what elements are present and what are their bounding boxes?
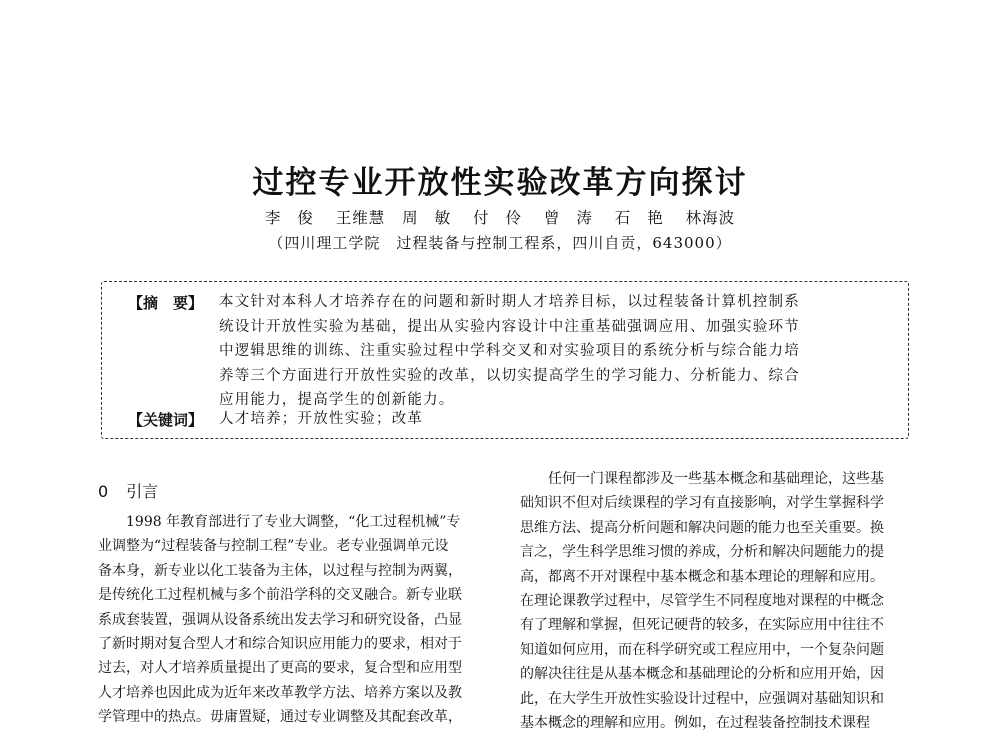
body-line: 有了理解和掌握，但死记硬背的较多，在实际应用中往往不 (520, 617, 884, 634)
keywords-label: 【关键词】 (128, 411, 204, 429)
abstract-text (219, 290, 889, 413)
body-line: 人才培养也因此成为近年来改革教学方法、培养方案以及教 (98, 684, 462, 701)
author-name: 李 俊 (264, 209, 319, 227)
body-line: 系成套装置，强调从设备系统出发去学习和研究设备，凸显 (98, 611, 462, 628)
keywords-text (219, 407, 889, 432)
body-line: 高，都离不开对课程中基本概念和基本理论的理解和应用。 (520, 568, 884, 585)
author-name: 周 敏 (402, 209, 457, 227)
abstract-label: 【摘 要】 (128, 294, 204, 312)
paper-title: 过控专业开放性实验改革方向探讨 (252, 165, 748, 201)
body-line: 1998 年教育部进行了专业大调整，“化工过程机械”专 (98, 514, 461, 530)
abstract-line: 本文针对本科人才培养存在的问题和新时期人才培养目标，以过程装备计算机控制系 (219, 294, 800, 310)
affiliation: （四川理工学院 过程装备与控制工程系，四川自贡，643000） (268, 234, 732, 252)
body-line: 学管理中的热点。毋庸置疑，通过专业调整及其配套改革， (98, 709, 462, 726)
author-name: 王维慧 (335, 209, 386, 227)
abstract-line: 中逻辑思维的训练、注重实验过程中学科交叉和对实验项目的系统分析与综合能力培 (219, 343, 800, 359)
abstract-line: 统设计开放性实验为基础，提出从实验内容设计中注重基础强调应用、加强实验环节 (219, 318, 800, 335)
left-column (98, 510, 491, 730)
body-line: 是传统化工过程机械与多个前沿学科的交叉融合。新专业联 (98, 587, 462, 604)
body-line: 任何一门课程都涉及一些基本概念和基础理论，这些基 (520, 471, 884, 487)
body-line: 业调整为“过程装备与控制工程”专业。老专业强调单元设 (98, 538, 449, 555)
body-line: 知道如何应用，而在科学研究或工程应用中，一个复杂问题 (520, 641, 884, 658)
body-line: 备本身，新专业以化工装备为主体，以过程与控制为两翼， (98, 562, 462, 579)
body-line: 此，在大学生开放性实验设计过程中，应强调对基础知识和 (520, 690, 884, 707)
body-line: 基本概念的理解和应用。例如，在过程装备控制技术课程 (520, 715, 870, 732)
body-line: 言之，学生科学思维习惯的养成，分析和解决问题能力的提 (520, 544, 884, 561)
keywords-value: 人才培养；开放性实验；改革 (219, 411, 424, 427)
section-number: 0 (98, 482, 109, 501)
author-name: 付 伶 (473, 209, 527, 227)
section-heading (98, 479, 158, 502)
section-title: 引言 (126, 482, 159, 501)
author-list (0, 206, 1000, 228)
body-line: 的解决往往是从基本概念和基础理论的分析和应用开始，因 (520, 666, 884, 683)
body-line: 过去，对人才培养质量提出了更高的要求，复合型和应用型 (98, 660, 462, 677)
right-column (520, 467, 913, 735)
author-name: 林海波 (685, 209, 736, 227)
author-name: 曾 涛 (543, 209, 598, 227)
abstract-line: 应用能力，提高学生的创新能力。 (219, 392, 455, 408)
body-line: 在理论课教学过程中，尽管学生不同程度地对课程的中概念 (520, 593, 884, 610)
abstract-line: 养等三个方面进行开放性实验的改革，以切实提高学生的学习能力、分析能力、综合 (219, 367, 800, 384)
body-line: 了新时期对复合型人才和综合知识应用能力的要求，相对于 (98, 636, 462, 653)
body-line: 思维方法、提高分析问题和解决问题的能力也至关重要。换 (520, 519, 884, 536)
body-line: 础知识不但对后续课程的学习有直接影响，对学生掌握科学 (520, 495, 884, 512)
author-name: 石 艳 (614, 209, 669, 227)
